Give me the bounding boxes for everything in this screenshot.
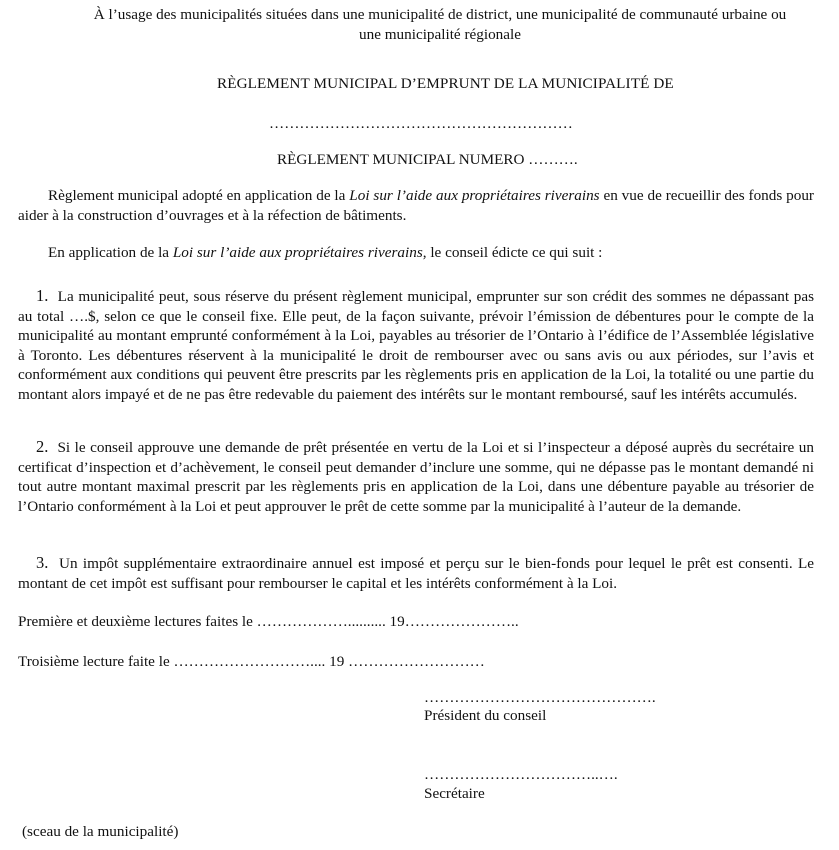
act-name-italic: Loi sur l’aide aux propriétaires riverains (349, 187, 600, 204)
enactment-act-italic: Loi sur l’aide aux propriétaires riverains (172, 244, 423, 261)
preamble-text-end: en vue de recueillir des fonds pour aider à la construction d’ouvrages et à la réfection de bâtiments. (18, 187, 814, 224)
first-second-reading: Première et deuxième lectures faites le ……………….......... 19………………….. (18, 613, 519, 630)
municipality-seal: (sceau de la municipalité) (22, 823, 179, 840)
section-2-text: Si le conseil approuve une demande de prêt présentée en vertu de la Loi et si l’inspecteur a déposé auprès du secrétaire un certificat d’inspection et d’achèvement, le conseil peut demander d’inclure une somme, qui ne dépasse pas le montant demandé ni tout autre montant maximal prescrit par les règlements pris en application de la Loi, dans une débenture payable au trésorier de l’Ontario conformément à la Loi et peut approuver le prêt de cette somme par la municipalité à l’auteur de la demande. (18, 439, 814, 515)
president-signature-line: ………………………………………. (424, 689, 656, 706)
usage-note-line-2: une municipalité régionale (359, 25, 521, 43)
third-reading: Troisième lecture faite le ……………………….... 19 ……………………… (18, 653, 485, 670)
section-2 (18, 437, 814, 516)
preamble-paragraph (18, 186, 814, 225)
preamble-text-start: Règlement municipal adopté en application de la (48, 187, 350, 204)
section-3-number: 3. (36, 553, 49, 572)
enactment-text-start: En application de la (48, 244, 173, 261)
section-1-text: La municipalité peut, sous réserve du présent règlement municipal, emprunter sur son crédit des sommes ne dépassant pas au total ….$, selon ce que le conseil fixe. Elle peut, de la façon suivante, prévoir l’émission de débentures pour le compte de la municipalité au montant emprunté conformément à la Loi, payables au trésorier de l’Ontario à l’édifice de l’Assemblée législative à Toronto. Les débentures réservent à la municipalité le droit de rembourser avec ou sans avis ou aux périodes, sur l’avis et conformément aux conditions qui peuvent être prescrits par les règlements pris en application de la Loi, la totalité ou une partie du montant alors impayé et de ne pas être redevable du paiement des intérêts sur le montant remboursé, sauf les intérêts accumulés. (18, 288, 814, 403)
document-title: RÈGLEMENT MUNICIPAL D’EMPRUNT DE LA MUNICIPALITÉ DE (217, 75, 674, 92)
usage-note-line-1: À l’usage des municipalités situées dans une municipalité de district, une municipalité de communauté urbaine ou (93, 6, 787, 23)
section-1-number: 1. (36, 286, 49, 305)
usage-note (60, 5, 820, 44)
section-3 (18, 553, 814, 593)
secretary-signature-line: ……………………………..…. (424, 766, 618, 783)
section-3-text: Un impôt supplémentaire extraordinaire annuel est imposé et perçu sur le bien-fonds pour lequel le prêt est consenti. Le montant de cet impôt est suffisant pour rembourser le capital et les intérêts conformément à la Loi. (18, 555, 814, 592)
municipality-name-blank: …………………………………………………… (269, 115, 573, 132)
enactment-clause (48, 243, 828, 263)
section-1 (18, 286, 814, 404)
section-2-number: 2. (36, 437, 49, 456)
secretary-label: Secrétaire (424, 785, 485, 802)
bylaw-number: RÈGLEMENT MUNICIPAL NUMERO ………. (277, 151, 578, 168)
president-label: Président du conseil (424, 707, 547, 724)
enactment-text-end: , le conseil édicte ce qui suit : (422, 244, 603, 261)
